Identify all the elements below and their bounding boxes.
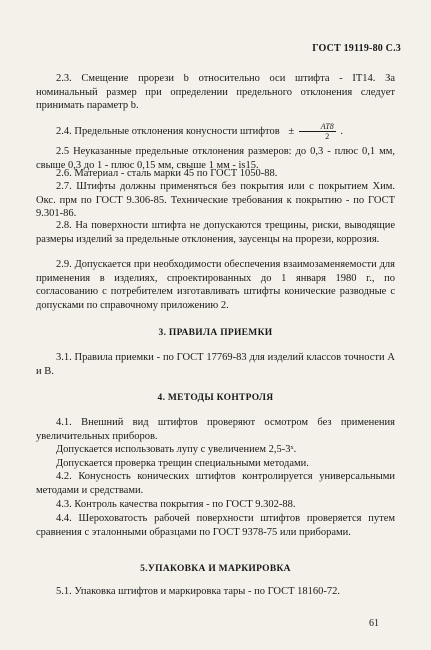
paragraph-4-4: 4.4. Шероховатость рабочей поверхности штифтов проверяется путем сравнения с эталонными образцами по ГОСТ 9378-75 или приборами. [36,513,395,538]
paragraph-2-4 [36,122,395,141]
fraction-denominator: 2 [325,132,330,141]
paragraph-2-5: 2.5 Неуказанные предельные отклонения размеров: до 0,3 - плюс 0,1 мм, свыше 0,3 до 1 - плюс 0,15 мм, свыше 1 мм - is15. [36,146,395,171]
paragraph-2-4-end: . [340,125,344,137]
paragraph-2-7: 2.7. Штифты должны применяться без покрытия или с покрытием Хим. Окс. прм по ГОСТ 9.306-85. Технические требования к покрытию - по ГОСТ 9.301-86. [36,181,395,219]
paragraph-2-3: 2.3. Смещение прорези b относительно оси штифта - IT14. За номинальный размер при определении предельного отклонения следует принимать параметр b. [36,73,395,111]
paragraph-4-1-note-a: Допускается использовать лупу с увеличением 2,5-3ˣ. [56,444,297,455]
page-number: 61 [369,618,379,629]
tolerance-fraction [299,122,336,141]
section-3-heading: 3. ПРАВИЛА ПРИЕМКИ [158,328,273,338]
paragraph-3-1: 3.1. Правила приемки - по ГОСТ 17769-83 для изделий классов точности А и В. [36,352,395,377]
section-5-heading: 5.УПАКОВКА И МАРКИРОВКА [140,564,291,574]
plus-minus-sign: ± [288,125,295,137]
paragraph-5-1: 5.1. Упаковка штифтов и маркировка тары - по ГОСТ 18160-72. [56,586,341,597]
paragraph-2-6: 2.6. Материал - сталь марки 45 по ГОСТ 1050-88. [56,168,278,179]
paragraph-4-2: 4.2. Конусность конических штифтов контролируется универсальными методами и средствами. [36,471,395,496]
fraction-numerator: AT8 [299,122,336,132]
paragraph-4-1-note-b: Допускается проверка трещин специальными методами. [56,458,309,469]
paragraph-2-8: 2.8. На поверхности штифта не допускаются трещины, риски, выводящие размеры изделий за предельные отклонения, заусенцы на прорези, коррозия. [36,220,395,245]
section-4-heading: 4. МЕТОДЫ КОНТРОЛЯ [157,393,274,403]
paragraph-2-9: 2.9. Допускается при необходимости обеспечения взаимозаменяемости для применения в изделиях, спроектированных до 1 января 1980 г., по согласованию с потребителем изготавливать штифты конические разводные с допусками по справочному приложению 2. [36,259,395,311]
paragraph-2-4-text: 2.4. Предельные отклонения конусности штифтов [56,125,280,137]
paragraph-4-1: 4.1. Внешний вид штифтов проверяют осмотром без применения увеличительных приборов. [36,417,395,442]
paragraph-4-3: 4.3. Контроль качества покрытия - по ГОСТ 9.302-88. [56,499,296,510]
page-header: ГОСТ 19119-80 С.3 [312,43,401,54]
